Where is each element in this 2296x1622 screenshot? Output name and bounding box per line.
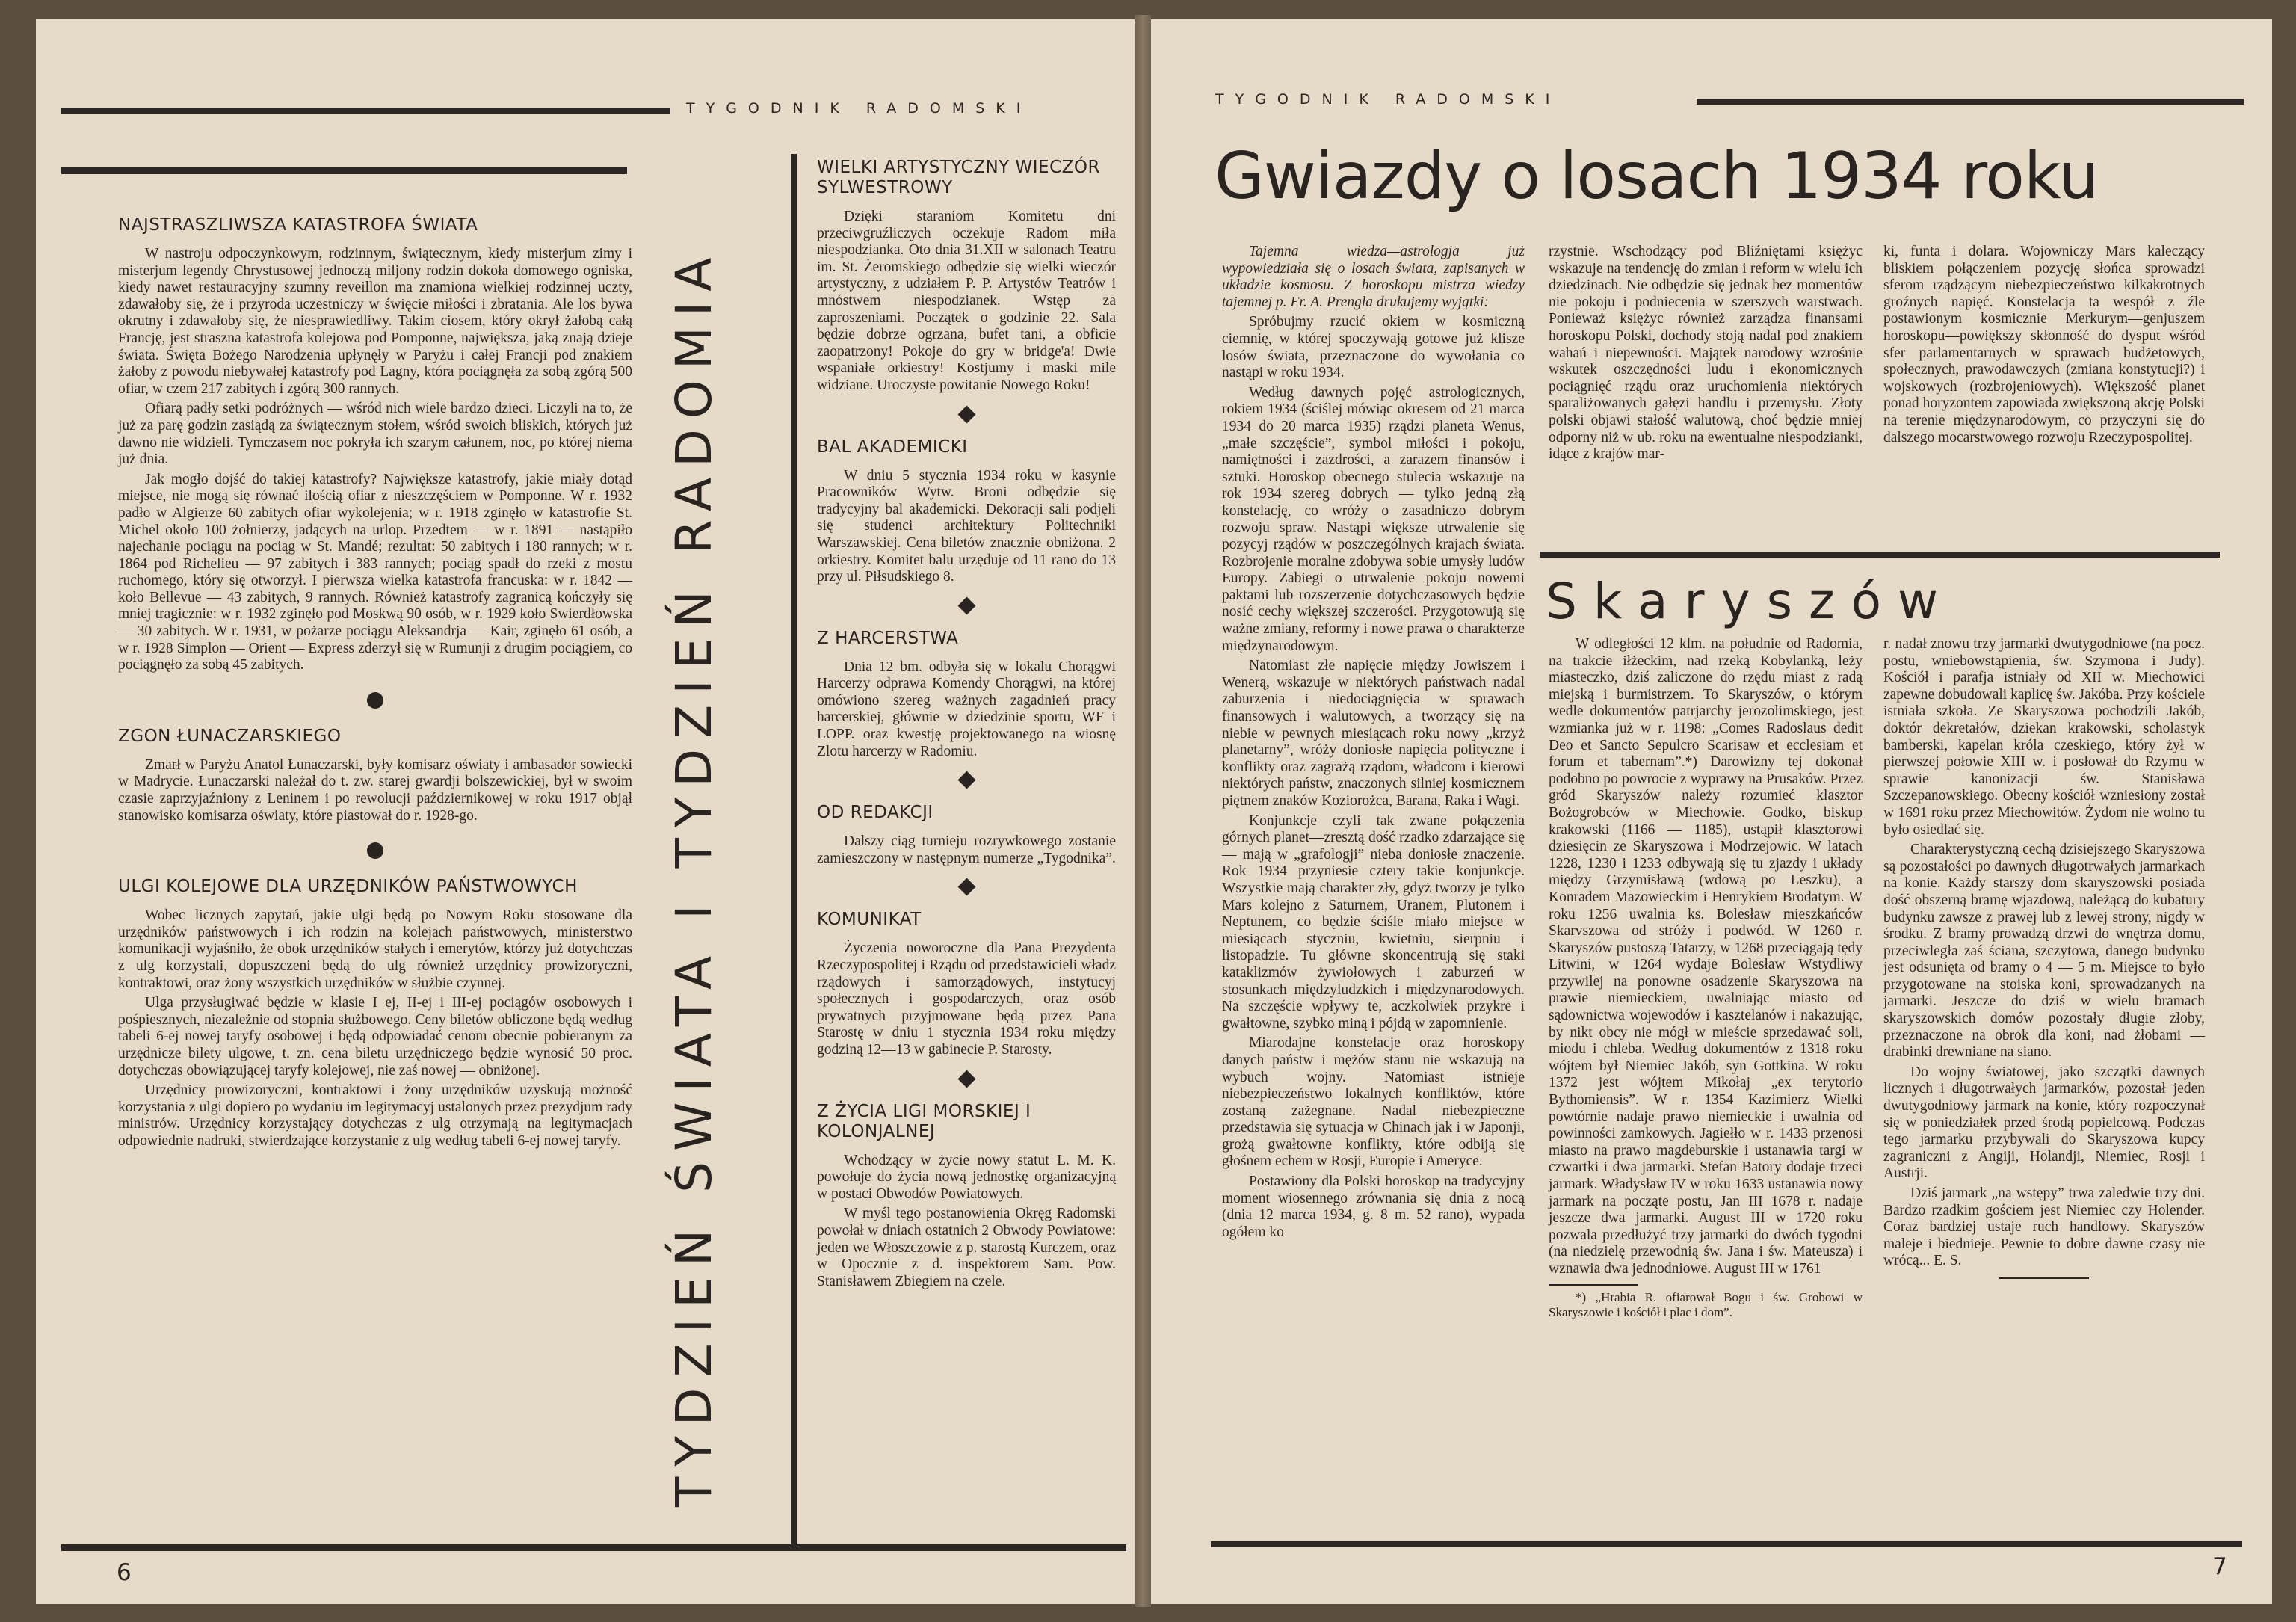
end-rule: [1999, 1277, 2089, 1279]
paragraph: Konjunkcje czyli tak zwane połączenia górnych planet—zresztą dość rzadko zdarzające się — mają w „grafologji” nieba doniosłe znaczenie. Rok 1934 przyniesie cztery takie konjunkcje. Wszystkie mają charakter zły, gdyż tworzy je tylko Mars kolejno z Saturnem, Uranem, Plutonem i Neptunem, co będzie ściśle miało miejsce w miesiącach styczniu, kwietniu, sierpniu i listopadzie. Tu główne skoncentrują się staki kataklizmów żywiołowych i zaburzeń w stosunkach międzyludzkich i międzynarodowych. Na szczęście wpływy te, aczkolwiek przykre i gwałtowne, szybko miną i pójdą w zapomnienie.: [1222, 812, 1525, 1032]
right-page: [1151, 19, 2272, 1604]
headline-lunaczarski: ZGON ŁUNACZARSKIEGO: [118, 726, 342, 746]
headline-redakcja: OD REDAKCJI: [817, 803, 933, 823]
section-rule: [1540, 552, 2220, 558]
paragraph: W odległości 12 klm. na południe od Radomia, na trakcie iłżeckim, nad rzeką Kobylanką, leży miasteczko, dziś zaliczone do rzędu miast z radą miejską i burmistrzem. To Skaryszów, o którym wedle dokumentów patrjarchy jerozolimskiego, jest wzmianka już w r. 1198: „Comes Radoslaus dedit Deo et Sancto Sepulcro Scarisaw et ecclesiam et forum et tabernam”.*) Darowizny tej dokonał podobno po powrocie z wyprawy na Prusaków. Przez gród Skaryszów należy rozumieć klasztor Bożogrobców w Miechowie. Godko, biskup krakowski (1166 — 1185), ustąpił klasztorowi dziesięcin ze Skaryszowa i Modrzejowic. W latach 1228, 1230 i 1233 odbywają się tu zjazdy i układy między Grzymisławą (wdową po Leszku), a Konradem Mazowieckim i Henrykiem Brodatym. W roku 1256 uwalnia ks. Bolesław mieszkańców Skarvszowa od stróży i podwód. W 1260 r. Skaryszów pustoszą Tatarzy, w 1268 przeciągają tędy Litwini, w 1264 wydaje Bolesław Wstydliwy przywilej na ponowne osadzenie Skaryszowa na prawie niemieckiem, uwalniając miasto od sądownictwa wojewodów i kasztelanów i nakazując, by nikt obcy nie mógł w mieście sprzedawać soli, miodu i chleba. Według dokumentów z 1318 roku wójtem był Niemiec Jakób, syn Gottkina. W roku 1372 jest wójtem Mikołaj „ex terytorio Bythomiensis”. W r. 1354 Kazimierz Wielki powtórnie nadaje prawo niemieckie i uwalnia od powinności zamkowych. Jagiełło w r. 1433 przenosi miasto na prawo magdeburskie i ustanawia targi w czwartki i dwa jarmarki. Stefan Batory dodaje trzeci jarmark. Władysław IV w roku 1633 ustanawia nowy jarmark na począte postu, Jan III 1678 r. nadaje jeszcze dwa jarmarki. August III w 1720 roku pozwala przedłużyć trzy jarmarki do dwóch tygodni (na niedzielę przewodnią św. Jana i św. Mateusza) i wznawia dwa jednodniowe. August III w 1761: [1549, 636, 1863, 1277]
headline-sylwester: WIELKI ARTYSTYCZNY WIECZÓR SYLWESTROWY: [817, 158, 1100, 197]
skaryszow-column-1: [1549, 636, 1863, 1323]
paragraph: Dziś jarmark „na wstępy” trwa zaledwie trzy dni. Bardzo rzadkim gościem jest Niemiec czy Holender. Coraz bardziej ustaje ruch handlowy. Skaryszów maleje i biednieje. Pewnie to dobre dawne czasy nie wrócą... E. S.: [1883, 1185, 2205, 1269]
section-bullet: [367, 842, 383, 859]
paragraph: Dzięki staraniom Komitetu dni przeciwgruźliczych oczekuje Radom miła niespodzianka. Oto dnia 31.XII w salonach Teatru im. St. Żeromskiego odbędzie się wielki wieczór artystyczny, z udziałem P. P. Artystów Teatrów i mnóstwem niespodzianek. Wstęp za zaproszeniami. Początek o godzinie 22. Sala będzie dobrze ogrzana, bufet tani, a obficie zaopatrzony! Pokoje do gry w bridge'a! Dwie wspaniałe orkiestry! Kostjumy i maski mile widziane. Uroczyste powitanie Nowego Roku!: [817, 209, 1116, 393]
running-head: TYGODNIK RADOMSKI: [1215, 91, 1561, 108]
headline-bal: BAL AKADEMICKI: [817, 437, 968, 457]
section-diamond: [957, 405, 975, 423]
paragraph: Charakterystyczną cechą dzisiejszego Skaryszowa są pozostałości po dawnych długotrwałych jarmarkach na konie. Każdy starszy dom skaryszowski posiada dość obszerną bramę wjazdową, należącą do kubatury budynku zawsze z prawej lub z lewej strony, nigdy w środku. Z bramy prowadzą drzwi do wnętrza domu, przeciwległa zaś ściana, szczytowa, danego budynku jest odsunięta od bramy o 4 — 5 m. Miejsce to było przygotowane na stoiska koni, sprowadzanych na jarmarki. Jeszcze do dziś w wielu bramach skaryszowskich domów pozostały długie żłoby, przeznaczone na obrok dla koni, nad żłobami — drabinki drewniane na siano.: [1883, 842, 2205, 1061]
column-top-rule: [61, 167, 627, 174]
headline-catastrophe: NAJSTRASZLIWSZA KATASTROFA ŚWIATA: [118, 215, 478, 235]
paragraph: Ofiarą padły setki podróżnych — wśród nich wiele bardzo dzieci. Liczyli na to, że już za parę godzin zasiądą za świątecznym stołem, wśród swoich bliskich, których już dawno nie widzieli. Tymczasem noc pokryła ich szarym całunem, noc, po której niema już dnia.: [118, 401, 632, 468]
paragraph: Postawiony dla Polski horoskop na tradycyjny moment wiosennego zrównania się dnia z nocą (dnia 12 marca 1934, g. 8 m. 52 rano), wypada ogółem ko: [1222, 1174, 1525, 1240]
paragraph: Według dawnych pojęć astrologicznych, rokiem 1934 (ściślej mówiąc okresem od 21 marca 1934 do 20 marca 1935) rządzi planeta Wenus, „małe szczęście”, symbol miłości i pokoju, namiętności i zazdrości, a zarazem finansów i sztuki. Horoskop obecnego stulecia wskazuje na rok 1934 szereg dobrych — tylko jedną złą konstelację, co wróży o zasadniczo dobrym rozwoju spraw. Nastąpi większe utrwalenie się pozycyj rządów w poszczególnych krajach świata. Rozbrojenie moralne zdobywa sobie umysły ludów Europy. Zabiegi o utrwalenie pokoju nowemi paktami lub rozszerzenie dotychczasowych będzie nosić cechy większej szczerości. Przygotowują się ważne zmiany, reformy i nowe prawa o charakterze międzynarodowym.: [1222, 384, 1525, 654]
paragraph: W dniu 5 stycznia 1934 roku w kasynie Pracowników Wytw. Broni odbędzie się tradycyjny bal akademicki. Dekoracji sali podjęli się studenci architektury Politechniki Warszawskiej. Cena biletów znacznie obniżona. 2 orkiestry. Komitet balu urzęduje od 11 rano do 13 przy ul. Piłsudskiego 8.: [817, 467, 1116, 585]
left-column-2: [817, 158, 1116, 1293]
paragraph: r. nadał znowu trzy jarmarki dwutygodniowe (na pocz. postu, wniebowstąpienia, św. Szymona i Judy). Kościół i parafja istniały od XII w. Miechowici zapewne dobudowali kaplicę św. Jakóba. Przy kościele istniała szkoła. Ze Skaryszowa pochodzili Jakób, doktór dekretałów, dziekan krakowski, scholastyk bamberski, kapelan króla czeskiego, który żył w pierwszej połowie XIII w. i posłował do Rzymu w sprawie kanonizacji św. Stanisława Szczepanowskiego. Obecny kościół wzniesiony został w 1691 roku przez Miechowitów. Żydom nie wolno tu było osiedlać się.: [1883, 636, 2205, 838]
section-diamond: [957, 1070, 975, 1088]
footnote-rule: [1549, 1284, 1638, 1286]
page-number: 6: [117, 1559, 132, 1586]
headline-liga-morska: Z ŻYCIA LIGI MORSKIEJ I KOLONJALNEJ: [817, 1101, 1031, 1141]
paragraph: Jak mogło dojść do takiej katastrofy? Największe katastrofy, jakie miały dotąd miejsce, nie mogą się równać ilością ofiar z nieszczęściem w Pomponne. W r. 1932 padło w Algierze 60 zabitych ofiar wykolejenia; w r. 1918 zginęło w katastrofie St. Michel około 100 żołnierzy, jadących na urlop. Przedtem — w r. 1891 — nastąpiło najechanie pociągu na pociąg w St. Mandé; rezultat: 50 zabitych i 180 rannych; w r. 1864 pod Richelieu — 97 zabitych i 383 rannych; pociąg spadł do rzeki z mostu ruchomego, który się otworzył. I pierwsza wielka katastrofa francuska: w r. 1842 — koło Bellevue — 43 zabitych, 9 rannych. Również katastrofy zagranicą kończyły się mniej tragicznie: w r. 1932 zginęło pod Moskwą 90 osób, w r. 1929 koło Swierdłowska — 30 zabitych. W r. 1931, w pożarze pociągu Aleksandrja — Kair, zginęło 61 osób, a w r. 1928 Simplon — Orient — Express zderzył się w Rumunji z drugim pociągiem, co pociągnęło za sobą 45 zabitych.: [118, 471, 632, 673]
article-intro: Tajemna wiedza—astrologja już wypowiedziała się o losach świata, zapisanych w układzie kosmosu. Z horoskopu mistrza wiedzy tajemnej p. Fr. A. Prengla drukujemy wyjątki:: [1222, 244, 1525, 310]
column-divider: [791, 154, 797, 1544]
paragraph: Dnia 12 bm. odbyła się w lokalu Chorągwi Harcerzy odprawa Komendy Chorągwi, na której omówiono szereg ważnych zagadnień pracy harcerskiej, głównie w dziedzinie sportu, WF i LOPP. oraz kwestję projektowanego na wiosnę Zlotu harcerzy w Radomiu.: [817, 659, 1116, 759]
left-column-1: [118, 215, 632, 1153]
paragraph: Miarodajne konstelacje oraz horoskopy danych państw i mężów stanu nie wskazują na wybuch wojny. Natomiast istnieje niebezpieczeństwo lokalnych konfliktów, które zostaną zażegnane. Nadal niebezpieczne przedstawia się sytuacja w Chinach jak i w Japonji, grożą gwałtowne konflikty, które odbiją się głośnem echem w Rosji, Europie i Ameryce.: [1222, 1035, 1525, 1170]
page-number: 7: [2212, 1553, 2227, 1580]
footnote: *) „Hrabia R. ofiarował Bogu i św. Grobowi w Skaryszowie i kościół i plac i dom”.: [1549, 1289, 1863, 1319]
headline-railway-discounts: ULGI KOLEJOWE DLA URZĘDNIKÓW PAŃSTWOWYCH: [118, 877, 578, 897]
skaryszow-title: Skaryszów: [1546, 573, 1954, 630]
left-page: [36, 19, 1135, 1604]
vertical-section-title: TYDZIEŃ ŚWIATA I TYDZIEŃ RADOMIA: [665, 247, 723, 1507]
paragraph: Ulga przysługiwać będzie w klasie I ej, II-ej i III-ej pociągów osobowych i pośpiesznych, niezależnie od stopnia służbowego. Ceny biletów obliczone będą według tabeli 6-ej nowej taryfy osobowej i będą odpowiadać cenom obecnie pobieranym za urzędnicze bilety ulgowe, t. zn. cena biletu urzędniczego będzie wynosić 50 proc. dotychczas obowiązującej taryfy kolejowej, nie zaś nowej — obniżonej.: [118, 995, 632, 1079]
headline-komunikat: KOMUNIKAT: [817, 910, 922, 930]
paragraph: Dalszy ciąg turnieju rozrywkowego zostanie zamieszczony w następnym numerze „Tygodnika”.: [817, 833, 1116, 866]
section-diamond: [957, 878, 975, 896]
headline-harcerstwo: Z HARCERSTWA: [817, 628, 959, 648]
paragraph: Natomiast złe napięcie między Jowiszem i Wenerą, wskazuje w niektórych państwach nadal zaburzenia i niedociągnięcia w sprawach finansowych i walutowych, a tworzący się na niebie w pewnych miesiącach roku nowy „krzyż planetarny”, wróży doniosłe napięcia polityczne i konflikty oraz zagrażą rządom, władcom i kierowi niektórych państw, znaczonych silniej kosmicznem piętnem znaków Koziorożca, Barana, Raka i Wagi.: [1222, 658, 1525, 809]
astrology-column-3: [1883, 244, 2205, 449]
book-gutter: [1135, 15, 1151, 1607]
paragraph: ki, funta i dolara. Wojowniczy Mars kaleczący bliskiem połączeniem pozycję słońca sprowadzi sferom rządzącym niebezpieczeństwo kilkakrotnych groźnych napięć. Konstelacja ta wespół z źle postawionym kosmicznie Merkurym—genjuszem horoskopu—powiększy skłonność do dysput wśród sfer parlamentarnych w sprawach budżetowych, społecznych, prawodawczych (zmiana konstytucji?) i wojskowych (rozbrojeniowych). Większość planet ponad horyzontem zapowiada zwiększoną akcję Polski na terenie międzynarodowym, co przyczyni się do dalszego mocarstwowego rozwoju Rzeczypospolitej.: [1883, 244, 2205, 445]
section-diamond: [957, 596, 975, 614]
paragraph: rzystnie. Wschodzący pod Bliźniętami księżyc wskazuje na tendencję do zmian i reform w wielu ich dziedzinach. Nie odbędzie się jednak bez momentów nie pokoju i podniecenia w szerszych warstwach. Ponieważ księżyc również zarządza finansami horoskopu Polski, dochody stoją nadal pod znakiem wahań i niepewności. Majątek narodowy wzrośnie wskutek oszczędności ludu i ekonomicznych pociągnięć rządu oraz uruchomienia niektórych sparaliżowanych gałęzi handlu i przemysłu. Złoty polski objawi stałość walutową, choć będzie mniej odporny niż w ub. roku na ewentualne niespodzianki, idące z krajów mar-: [1549, 244, 1863, 463]
running-head: TYGODNIK RADOMSKI: [686, 100, 1032, 117]
paragraph: W nastroju odpoczynkowym, rodzinnym, świątecznym, kiedy misterjum zimy i misterjum legendy Chrystusowej jednoczą miljony rodzin dokoła domowego ogniska, kiedy nawet restauracyjny szumny reveillon ma znamiona wielkiej rodzinnej uczty, zdawałoby się, że i przyroda uczestniczy w święcie miłości i zbratania. Ale los bywa okrutny i zdawałoby się, że niesprawiedliwy. Takim ciosem, który okrył żałobą całą Francję, jest straszna katastrofa kolejowa pod Pomponne, największa, jaką znają dzieje świata. Święta Bożego Narodzenia upłynęły w Paryżu i całej Francji pod znakiem żałoby z powodu niebywałej katastrofy pod Lagny, która pociągnęła za sobą zgórą 500 ofiar, w czem 217 zabitych i zgórą 300 rannych.: [118, 246, 632, 397]
skaryszow-column-2: [1883, 636, 2205, 1279]
paragraph: Do wojny światowej, jako szczątki dawnych licznych i długotrwałych jarmarków, pozostał jeden dwutygodniowy jarmark na konie, który rozpoczynał się w poniedziałek przed środą popielcową. Podczas tego jarmarku przybywali do Skaryszowa kupcy zagraniczni z Angiji, Holandji, Niemiec, Rosji i Austrji.: [1883, 1064, 2205, 1182]
paragraph: Urzędnicy prowizoryczni, kontraktowi i żony urzędników uzyskują możność korzystania z ulgi dopiero po wydaniu im legitymacyj ustalonych przez prezydjum rady ministrów. Urzędnicy korzystający dotychczas z ulg otrzymają na legitymacjach odpowiednie nadruki, stwierdzające korzystanie z ulg według tabeli 6-ej nowej taryfy.: [118, 1082, 632, 1149]
header-rule: [61, 108, 670, 114]
paragraph: Wchodzący w życie nowy statut L. M. K. powołuje do życia nową jednostkę organizacyjną w postaci Obwodów Powiatowych.: [817, 1152, 1116, 1202]
header-rule: [1697, 99, 2244, 105]
paragraph: Zmarł w Paryżu Anatol Łunaczarski, były komisarz oświaty i ambasador sowiecki w Madrycie. Łunaczarski należał do t. zw. starej gwardji bolszewickiej, był w swoim czasie zaprzyjaźniony z Leninem i po rewolucji październikowej w roku 1917 objął stanowisko komisarza oświaty, które piastował do r. 1928-go.: [118, 756, 632, 824]
astrology-column-2: [1549, 244, 1863, 466]
paragraph: Wobec licznych zapytań, jakie ulgi będą po Nowym Roku stosowane dla urzędników państwowych i ich rodzin na kolejach państwowych, ministerstwo komunikacji wyjaśniło, że obok urzędników stałych i emerytów, którzy już dotychczas z ulg korzystali, dopuszczeni będą do ulg również urzędnicy prowizoryczni, kontraktowi, oraz żony wszystkich urzędników w służbie czynnej.: [118, 907, 632, 991]
article-title: Gwiazdy o losach 1934 roku: [1215, 139, 2099, 214]
footer-rule: [1211, 1541, 2242, 1547]
footer-rule: [61, 1544, 1126, 1551]
paragraph: Spróbujmy rzucić okiem w kosmiczną ciemnię, w której spoczywają gotowe już klisze losów świata, przeznaczone do wywołania co nastąpi w roku 1934.: [1222, 314, 1525, 381]
paragraph: Życzenia noworoczne dla Pana Prezydenta Rzeczypospolitej i Rządu od przedstawicieli władz rządowych i samorządowych, instytucyj społecznych i gospodarczych, oraz osób prywatnych przyjmowane będą przez Pana Starostę w dniu 1 stycznia 1934 roku między godziną 12—13 w gabinecie P. Starosty.: [817, 940, 1116, 1058]
section-diamond: [957, 771, 975, 789]
section-bullet: [367, 692, 383, 709]
paragraph: W myśl tego postanowienia Okręg Radomski powołał w dniach ostatnich 2 Obwody Powiatowe: jeden we Włoszczowie z p. starostą Kurczem, oraz w Opocznie z d. inspektorem Sam. Pow. Stanisławem Zbiegiem na czele.: [817, 1206, 1116, 1289]
astrology-column-1: [1222, 244, 1525, 1244]
